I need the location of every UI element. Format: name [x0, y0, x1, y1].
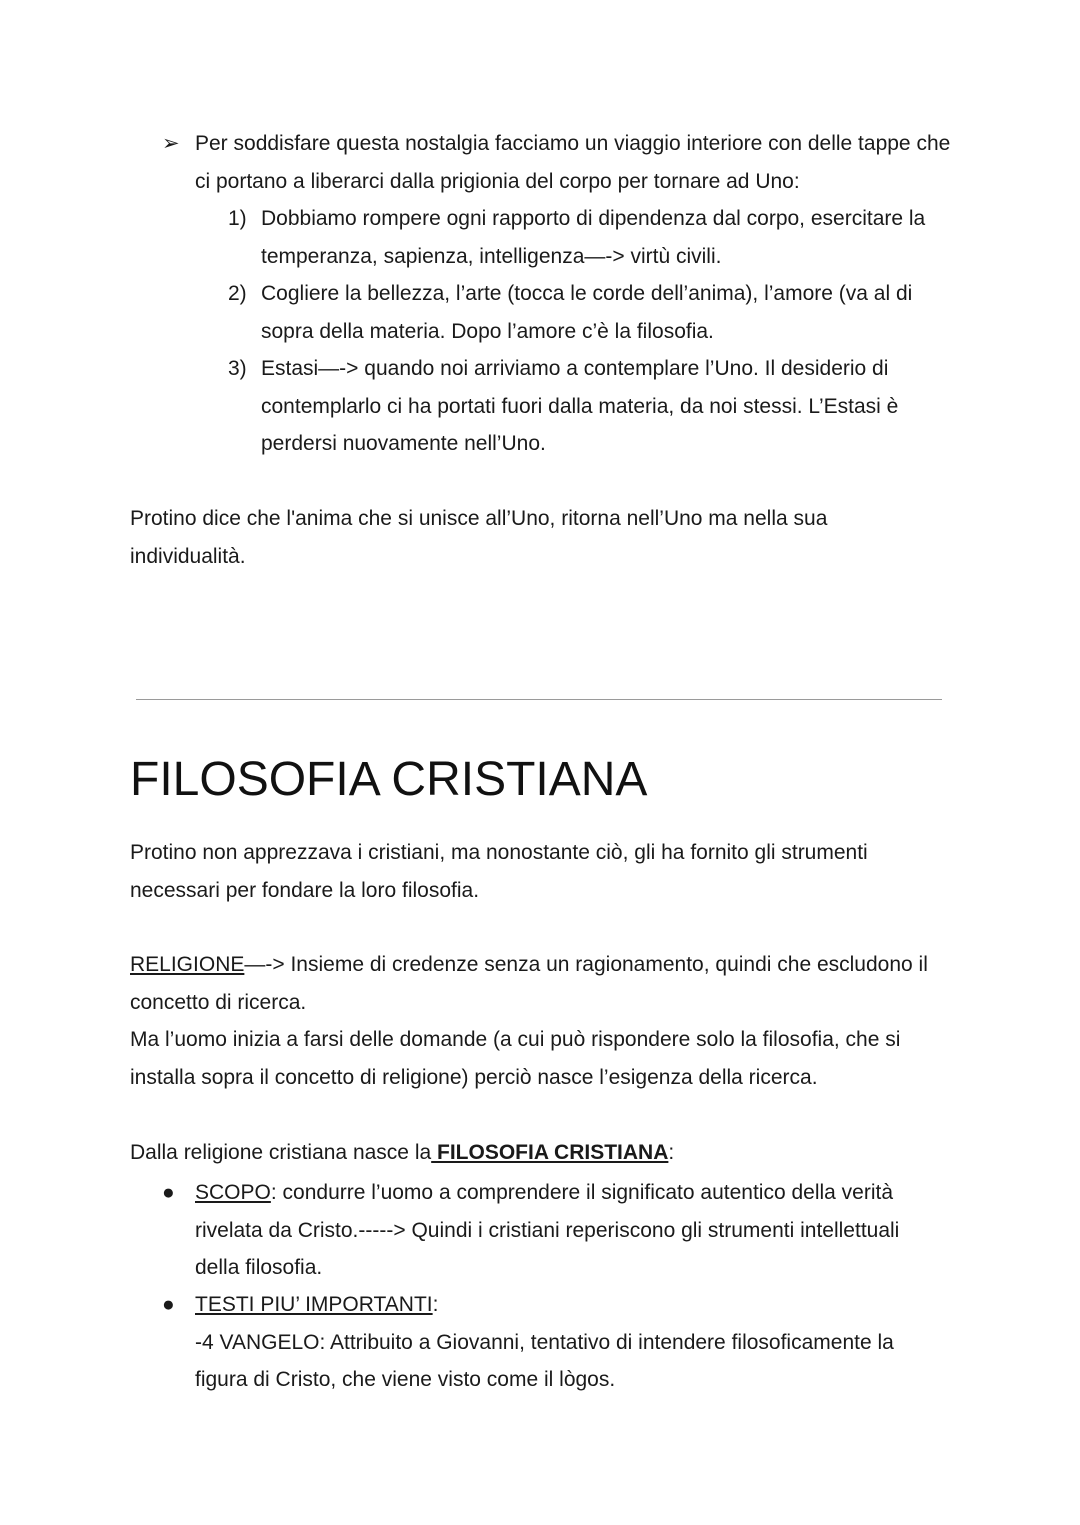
dalla-paragraph: [130, 1134, 960, 1172]
dalla-suffix: :: [668, 1141, 675, 1164]
step-number: 2): [228, 282, 247, 305]
religione-more-paragraph: Ma l’uomo inizia a farsi delle domande (a cui può rispondere solo la filosofia, che si installa sopra il concetto di religione) perciò nasce l’esigenza della ricerca.: [130, 1028, 901, 1089]
religione-definition: —-> Insieme di credenze senza un ragionamento, quindi che escludono il concetto di ricerca.: [130, 953, 928, 1014]
bullet-subtext: -4 VANGELO: Attribuito a Giovanni, tentativo di intendere filosoficamente la figura di Cristo, che viene visto come il lògos.: [195, 1330, 894, 1391]
step-text: Dobbiamo rompere ogni rapporto di dipendenza dal corpo, esercitare la temperanza, sapienza, intelligenza—-> virtù civili.: [261, 207, 926, 268]
bullet-body: : condurre l’uomo a comprendere il significato autentico della verità rivelata da Cristo.-----> Quindi i cristiani reperiscono gli strumenti intellettuali della filosofia.: [195, 1181, 900, 1279]
arrow-bullet-icon: ➢: [162, 132, 180, 155]
step-number: 1): [228, 207, 247, 230]
bullet-term: TESTI PIU’ IMPORTANTI: [195, 1293, 433, 1316]
dalla-prefix: Dalla religione cristiana nasce la: [130, 1141, 432, 1164]
dalla-term: FILOSOFIA CRISTIANA: [431, 1141, 669, 1164]
step-text: Estasi—-> quando noi arriviamo a contemplare l’Uno. Il desiderio di contemplarlo ci ha portati fuori dalla materia, da noi stessi. L’Estasi è perdersi nuovamente nell’Uno.: [261, 357, 899, 455]
bullet-body: :: [432, 1293, 439, 1316]
religione-term: RELIGIONE: [130, 953, 245, 976]
section-divider: [136, 699, 942, 700]
section-title: FILOSOFIA CRISTIANA: [130, 753, 648, 806]
bullet-dot-icon: ●: [162, 1181, 175, 1204]
intro-paragraph: Protino non apprezzava i cristiani, ma nonostante ciò, gli ha fornito gli strumenti necessari per fondare la loro filosofia.: [130, 841, 868, 902]
bullet-text: [195, 1174, 935, 1287]
bullet-term: SCOPO: [195, 1181, 271, 1204]
protino-paragraph: Protino dice che l'anima che si unisce all’Uno, ritorna nell’Uno ma nella sua individualità.: [130, 507, 828, 568]
bullet-dot-icon: ●: [162, 1293, 175, 1316]
bullet-text: [195, 1286, 935, 1399]
religione-paragraph: [130, 946, 960, 1021]
step-number: 3): [228, 357, 247, 380]
step-text: Cogliere la bellezza, l’arte (tocca le corde dell’anima), l’amore (va al di sopra della materia. Dopo l’amore c’è la filosofia.: [261, 282, 913, 343]
arrow-item-text: Per soddisfare questa nostalgia facciamo un viaggio interiore con delle tappe che ci portano a liberarci dalla prigionia del corpo per tornare ad Uno:: [195, 132, 951, 193]
bullet-heading-line: [195, 1286, 935, 1324]
